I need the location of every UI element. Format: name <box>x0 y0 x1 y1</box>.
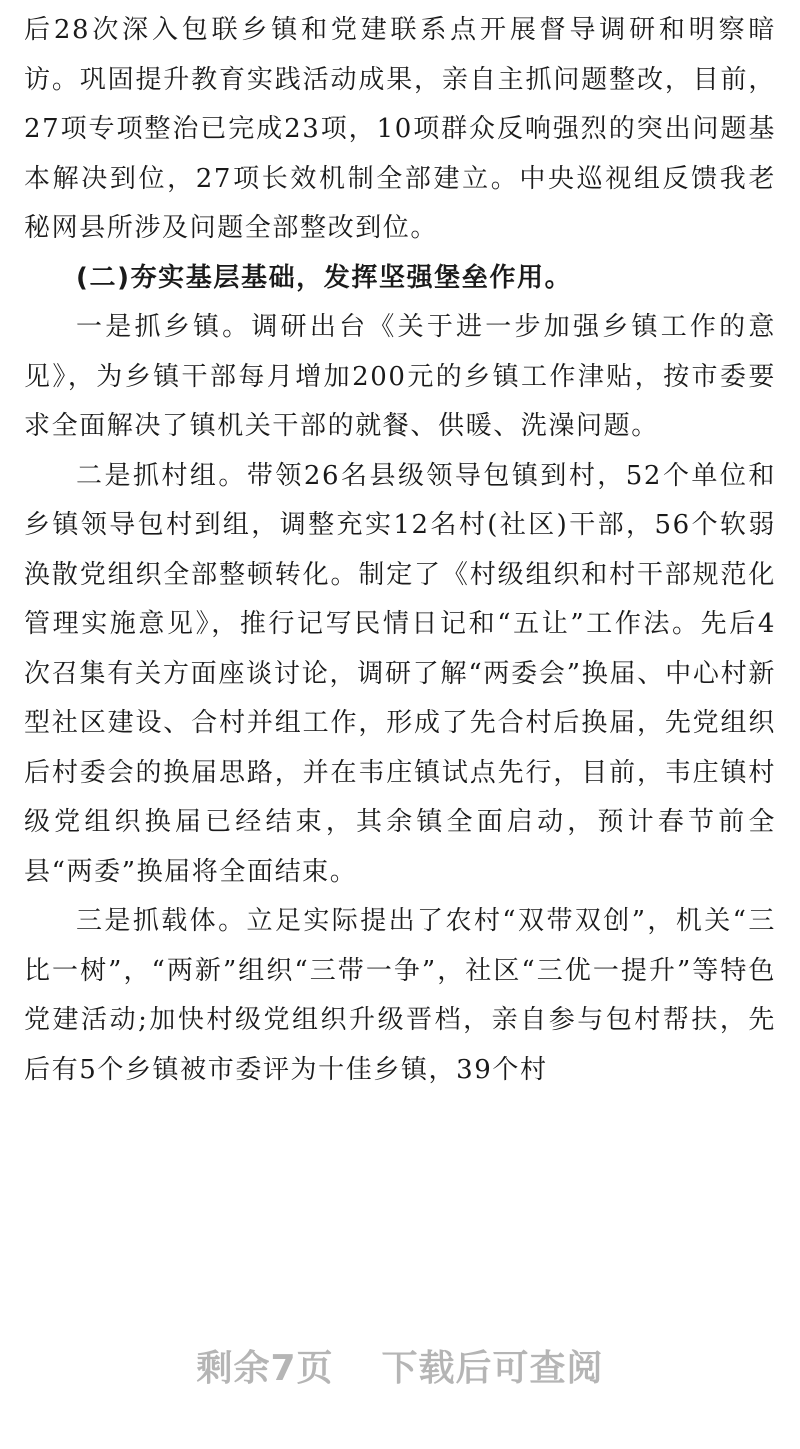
paragraph-continuation: 后28次深入包联乡镇和党建联系点开展督导调研和明察暗访。巩固提升教育实践活动成果，亲自主抓问题整改，目前，27项专项整治已完成23项，10项群众反响强烈的突出问题基本解决到位，27项长效机制全部建立。中央巡视组反馈我老秘网县所涉及问题全部整改到位。 <box>24 15 776 243</box>
paragraph-township: 一是抓乡镇。调研出台《关于进一步加强乡镇工作的意见》，为乡镇干部每月增加200元的乡镇工作津贴，按市委要求全面解决了镇机关干部的就餐、供暖、洗澡问题。 <box>24 312 776 441</box>
section-heading: (二)夯实基层基础，发挥坚强堡垒作用。 <box>76 262 573 293</box>
document-body <box>24 6 776 1095</box>
download-banner[interactable] <box>0 1340 800 1391</box>
remaining-pages-label: 剩余7页 <box>196 1348 334 1389</box>
paragraph-carrier: 三是抓载体。立足实际提出了农村“双带双创”，机关“三比一树”，“两新”组织“三带一争”，社区“三优一提升”等特色党建活动;加快村级党组织升级晋档，亲自参与包村帮扶，先后有5个乡镇被市委评为十佳乡镇，39个村 <box>24 906 776 1085</box>
paragraph-village: 二是抓村组。带领26名县级领导包镇到村，52个单位和乡镇领导包村到组，调整充实12名村(社区)干部，56个软弱涣散党组织全部整顿转化。制定了《村级组织和村干部规范化管理实施意见》，推行记写民情日记和“五让”工作法。先后4次召集有关方面座谈讨论，调研了解“两委会”换届、中心村新型社区建设、合村并组工作，形成了先合村后换届，先党组织后村委会的换届思路，并在韦庄镇试点先行，目前，韦庄镇村级党组织换届已经结束，其余镇全面启动，预计春节前全县“两委”换届将全面结束。 <box>24 460 776 887</box>
download-prompt-label: 下载后可查阅 <box>381 1348 604 1389</box>
